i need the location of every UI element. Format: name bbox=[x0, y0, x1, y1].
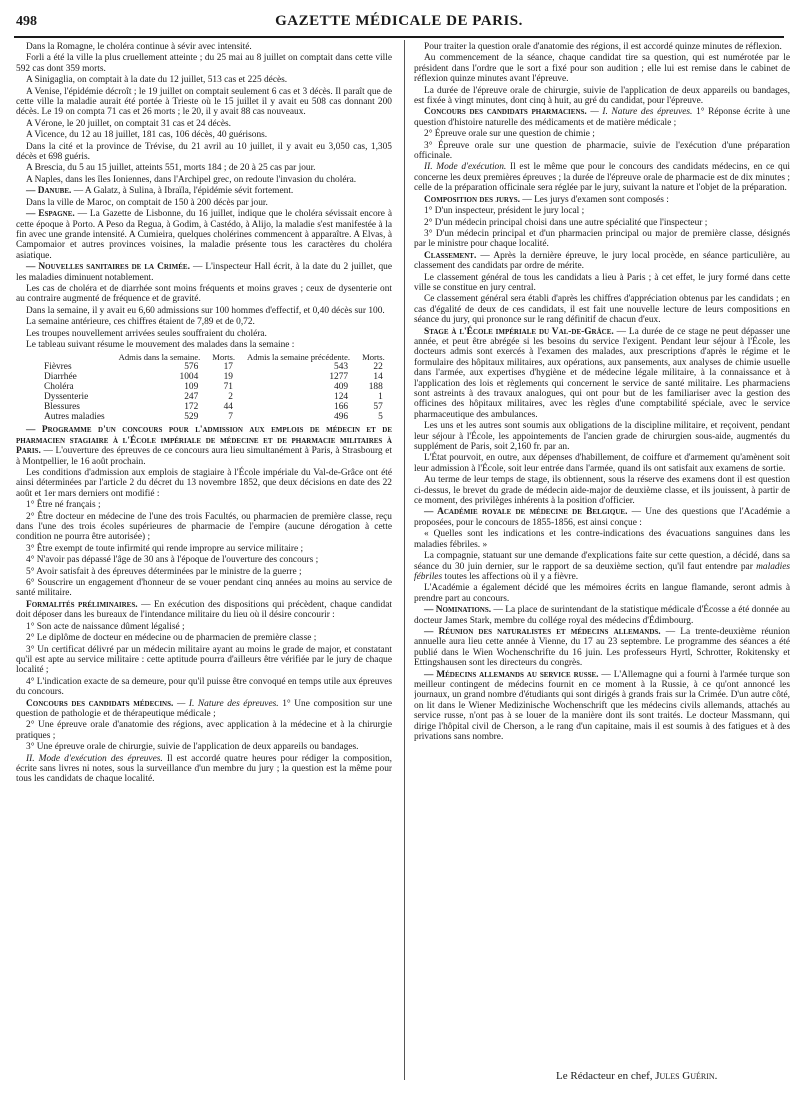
list-item: 2° Le diplôme de docteur en médecine ou de pharmacien de première classe ; bbox=[26, 633, 317, 644]
paragraph-formalites bbox=[16, 600, 392, 621]
paragraph-concours-medecins bbox=[16, 699, 392, 720]
paragraph-naples: A Naples, dans les îles Ioniennes, dans l'Archipel grec, on redoute l'invasion du choléra. bbox=[26, 174, 357, 185]
text-danube: — A Galatz, à Sulina, à Ibraïla, l'épidémie sévit fortement. bbox=[71, 186, 294, 197]
table-cell: 188 bbox=[368, 382, 383, 393]
paragraph-maroc: Dans la ville de Maroc, on comptait de 150 à 200 décès par jour. bbox=[26, 197, 268, 208]
page-header bbox=[14, 10, 784, 38]
list-item: 2° Être docteur en médecine de l'une des trois Facultés, ou pharmacien de première classe, reçu dans l'une des trois écoles supérieures de pharmacie de l'empire (aucune dérogation à cette condition ne pourra être autorisée) ; bbox=[16, 511, 392, 543]
editor-name: Jules Guérin. bbox=[655, 1070, 718, 1082]
text-belgique-2: La compagnie, statuant sur une demande d'explications faite sur cette question, a décidé, dans sa séance du 30 juin dernier, sur le rapport de sa deuxième section, qu'il faut entendre par bbox=[414, 551, 790, 572]
paragraph-programme bbox=[16, 425, 392, 467]
heading-stage: Stage à l'École impériale du Val-de-Grâce. bbox=[424, 326, 614, 337]
column-divider bbox=[404, 40, 405, 1080]
heading-pharma-mode: II. Mode d'exécution. bbox=[424, 162, 507, 173]
paragraph-medecins-russes bbox=[414, 670, 790, 743]
paragraph-romagna: Dans la Romagne, le choléra continue à sévir avec intensité. bbox=[26, 42, 252, 52]
paragraph-brescia: A Brescia, du 5 au 15 juillet, atteints 551, morts 184 ; de 20 à 25 cas par jour. bbox=[26, 163, 316, 174]
heading-danube: — Danube. bbox=[26, 186, 72, 197]
text-crimee: — L'inspecteur Hall écrit, à la date du 2 juillet, que les maladies diminuent notablement. bbox=[16, 262, 392, 283]
paragraph-crimee-6: Le tableau suivant résume le mouvement des malades dans la semaine : bbox=[26, 339, 295, 350]
paragraph-danube bbox=[16, 186, 392, 196]
text-formalites: — En exécution des dispositions qui précèdent, chaque candidat doit déposer dans les bureaux de l'intendance militaire du lieu où il désire concourir : bbox=[16, 599, 392, 621]
text-pharma-mode: Il est le même que pour le concours des candidats médecins, en ce qui concerne les deux premières épreuves ; la durée de l'épreuve orale de pharmacie est de dix minutes ; celle de la préparation officinale sera réglée par le jury, suivant la nature et l'objet de la préparation. bbox=[414, 162, 790, 194]
table-row bbox=[44, 412, 391, 422]
table-header: Admis dans la semaine. bbox=[118, 352, 201, 363]
table-cell: 543 bbox=[334, 362, 349, 373]
heading-medecins-russes: — Médecins allemands au service russe. bbox=[424, 669, 599, 680]
heading-espagne: — Espagne. bbox=[26, 209, 75, 220]
text-mode-execution: Il est accordé quatre heures pour rédiger la composition, écrite sans livres ni notes, sous la surveillance d'un membre du jury ; la question est la même pour tous les candidats de chaque localité. bbox=[16, 753, 392, 785]
heading-programme: — Programme d'un concours pour l'admission aux emplois de médecin et de pharmacien stagiaire à l'École impériale de médecine et de pharmacie militaires à Paris. bbox=[16, 425, 392, 457]
subheading-nature-epreuves: — I. Nature des épreuves. bbox=[173, 698, 279, 709]
table-cell: 409 bbox=[334, 382, 349, 393]
table-row bbox=[44, 372, 391, 382]
right-column bbox=[414, 42, 790, 1092]
paragraph-classement-2: Le classement général de tous les candidats a lieu à Paris ; à cet effet, le jury formé dans cette ville se constitue en jury central. bbox=[414, 272, 790, 293]
paragraph-crimee-5: Les troupes nouvellement arrivées seules souffraient du choléra. bbox=[26, 328, 267, 339]
table-row bbox=[44, 382, 391, 392]
table-cell: 529 bbox=[184, 412, 199, 423]
table-header: Morts. bbox=[212, 352, 235, 363]
text-programme: — L'ouverture des épreuves de ce concours aura lieu simultanément à Paris, à Strasbourg et à Montpellier, le 16 août prochain. bbox=[16, 446, 392, 467]
paragraph-espagne bbox=[16, 209, 392, 261]
table-cell: 71 bbox=[223, 382, 233, 393]
table-cell: Dyssenterie bbox=[44, 392, 89, 403]
table-cell: 57 bbox=[373, 402, 383, 413]
heading-concours-pharmaciens: Concours des candidats pharmaciens. bbox=[424, 107, 587, 118]
paragraph-jurys bbox=[414, 195, 790, 205]
table-cell: Blessures bbox=[44, 402, 80, 413]
table-cell: Diarrhée bbox=[44, 372, 77, 383]
paragraph-stage bbox=[414, 327, 790, 421]
text-nominations: — La place de surintendant de la statistique médicale d'Écosse a été donnée au docteur James Stark, membre du collége royal des médecins d'Édimbourg. bbox=[414, 605, 790, 626]
table-cell: 2 bbox=[228, 392, 233, 403]
heading-formalites: Formalités préliminaires. bbox=[26, 599, 138, 610]
table-cell: 14 bbox=[373, 372, 383, 383]
paragraph-crimee bbox=[16, 262, 392, 283]
table-cell: 19 bbox=[223, 372, 233, 383]
paragraph-anatomie: Pour traiter la question orale d'anatomie des régions, il est accordé quinze minutes de réflexion. bbox=[424, 42, 782, 52]
list-item: 6° Souscrire un engagement d'honneur de se vouer pendant cinq années au moins au service de santé militaire. bbox=[16, 578, 392, 599]
text-espagne: — La Gazette de Lisbonne, du 16 juillet, indique que le choléra sévissait encore à cette époque à Porto. A Peso da Regua, à Godim, à Castédo, à Alijo, la maladie s'est manifestée à la fin avec une grande intensité. A Cumieira, quelques cholérines commencent à apparaître. A Elvas, à Campomaior et autres provinces voisines, la maladie présente tous les caractères du choléra asiatique. bbox=[16, 209, 392, 261]
list-item: 4° N'avoir pas dépassé l'âge de 30 ans à l'époque de l'ouverture des concours ; bbox=[26, 555, 319, 566]
list-item: 5° Avoir satisfait à des épreuves déterminées par le ministre de la guerre ; bbox=[26, 566, 302, 577]
table-cell: 7 bbox=[228, 412, 233, 423]
paragraph-crimee-4: La semaine antérieure, ces chiffres étaient de 7,89 et de 0,72. bbox=[26, 317, 255, 328]
left-column bbox=[16, 42, 392, 1092]
paragraph-stage-3: L'État pourvoit, en outre, aux dépenses d'habillement, de coiffure et d'armement qu'amènent soit leur admission à l'École, soit leur entrée dans l'armée, quand ils ont satisfait aux examens de sortie. bbox=[414, 453, 790, 474]
paragraph-venise: A Venise, l'épidémie décroît ; le 19 juillet on comptait seulement 6 cas et 3 décès. Il paraît que de cette ville la maladie aurait été portée à Trieste où le 15 juillet il y avait eu 508 cas donnant 200 décès. Le 19 on compta 71 cas et 26 morts ; le 20, il y avait 88 cas nouveaux. bbox=[16, 86, 392, 118]
editor-signature bbox=[556, 1070, 717, 1082]
list-item: 1° D'un inspecteur, président le jury local ; bbox=[424, 206, 585, 217]
table-cell: 1277 bbox=[329, 372, 349, 383]
heading-classement: Classement. bbox=[424, 250, 477, 261]
paragraph-belgique bbox=[414, 507, 790, 528]
paragraph-mode-execution bbox=[16, 754, 392, 785]
paragraph-stage-4: Au terme de leur temps de stage, ils obtiennent, sous la réserve des examens dont il est question ci-dessus, le brevet du grade de médecin aide-major de deuxième classe, et ils jouissent, à partir de ce moment, des privilèges inhérents à la position d'officier. bbox=[414, 475, 790, 507]
term-maladies-febriles: maladies fébriles bbox=[414, 561, 790, 582]
table-cell: Fièvres bbox=[44, 362, 72, 373]
table-cell: 172 bbox=[184, 402, 199, 413]
list-item: 4° L'indication exacte de sa demeure, pour qu'il puisse être convoqué en temps utile aux épreuves du concours. bbox=[16, 676, 392, 698]
list-item: 1° Son acte de naissance dûment légalisé ; bbox=[26, 621, 185, 632]
table-cell: 166 bbox=[334, 402, 349, 413]
heading-mode-execution: II. Mode d'exécution des épreuves. bbox=[26, 753, 163, 764]
paragraph-stage-2: Les uns et les autres sont soumis aux obligations de la discipline militaire, et reçoivent, pendant leur séjour à l'École, les appointements de l'ancien grade de chirurgien sous-aide, augmentés du supplément de Paris, soit 2,160 fr. par an. bbox=[414, 421, 790, 453]
page-number: 498 bbox=[16, 14, 37, 29]
sickness-table bbox=[44, 352, 391, 422]
text-concours-pharmaciens: 1° Réponse écrite à une question d'histoire naturelle des médicaments et de matière médicale ; bbox=[414, 107, 790, 128]
list-item: 3° Un certificat délivré par un médecin militaire ayant au moins le grade de major, et constatant qu'il est apte au service militaire : cette aptitude pourra d'ailleurs être vérifiée par le jury de chaque localité ; bbox=[16, 644, 392, 676]
table-cell: 109 bbox=[184, 382, 199, 393]
table-cell: 22 bbox=[373, 362, 383, 373]
table-cell: 1 bbox=[378, 392, 383, 403]
paragraph-seance: Au commencement de la séance, chaque candidat tire sa question, qui est numérotée par le président dans l'ordre que le sort a fixé pour son audition ; elle lui est remise dans le cabinet de réflexion quinze minutes avant l'épreuve. bbox=[414, 53, 790, 85]
list-item: 1° Être né français ; bbox=[26, 500, 101, 511]
paragraph-belgique-quote: « Quelles sont les indications et les contre-indications des évacuations sanguines dans les maladies fébriles. » bbox=[414, 529, 790, 550]
subheading-nature-epreuves: — I. Nature des épreuves. bbox=[586, 107, 693, 118]
table-cell: 17 bbox=[223, 362, 233, 373]
list-item: 2° D'un médecin principal choisi dans une autre spécialité que l'inspecteur ; bbox=[424, 217, 708, 228]
table-cell: 44 bbox=[223, 402, 233, 413]
paragraph-belgique-2 bbox=[414, 551, 790, 582]
paragraph-classement-3: Ce classement général sera établi d'après les chiffres d'appréciation obtenus par les candidats ; en cas d'égalité de deux de ces candidats, il est fait une nouvelle lecture de leurs compositions en séance du jury, qui prononce sur le rang définitif de chacun d'eux. bbox=[414, 294, 790, 326]
text-classement: — Après la dernière épreuve, le jury local procède, en séance particulière, au classement des candidats par ordre de mérite. bbox=[414, 250, 790, 272]
list-item: 3° D'un médecin principal et d'un pharmacien principal ou major de première classe, désignés par le ministre pour chaque localité. bbox=[414, 228, 790, 250]
table-cell: Choléra bbox=[44, 382, 74, 393]
table-row bbox=[44, 402, 391, 412]
paragraph-crimee-3: Dans la semaine, il y avait eu 6,60 admissions sur 100 hommes d'effectif, et 0,40 décès sur 100. bbox=[26, 305, 385, 316]
text-belgique: — Une des questions que l'Académie a proposées, pour le concours de 1855-1856, est ainsi conçue : bbox=[414, 507, 790, 528]
table-cell: Autres maladies bbox=[44, 412, 105, 423]
heading-crimee: — Nouvelles sanitaires de la Crimée. bbox=[26, 262, 190, 273]
table-header bbox=[44, 352, 113, 362]
table-cell: 5 bbox=[378, 412, 383, 423]
table-row bbox=[44, 392, 391, 402]
journal-title: GAZETTE MÉDICALE DE PARIS. bbox=[275, 13, 523, 29]
paragraph-concours-pharmaciens bbox=[414, 107, 790, 128]
paragraph-duree: La durée de l'épreuve orale de chirurgie, suivie de l'application de deux appareils ou bandages, est fixée à vingt minutes, dont cinq à huit, au gré du candidat, pour l'épreuve. bbox=[414, 85, 790, 107]
text-belgique-2-end: toutes les affections où il y a fièvre. bbox=[442, 571, 579, 582]
list-item: 3° Épreuve orale sur une question de pharmacie, suivie de l'exécution d'une préparation officinale. bbox=[414, 140, 790, 162]
paragraph-trevise: Dans la cité et la province de Trévise, du 21 avril au 10 juillet, il y avait eu 3,050 cas, 1,305 décès et 698 guéris. bbox=[16, 141, 392, 163]
table-header: Admis la semaine précédente. bbox=[246, 352, 351, 363]
paragraph-pharma-mode bbox=[414, 162, 790, 193]
heading-jurys: Composition des jurys. bbox=[424, 194, 521, 205]
table-cell: 247 bbox=[184, 392, 199, 403]
paragraph-conditions: Les conditions d'admission aux emplois de stagiaire à l'École impériale du Val-de-Grâce ont été ainsi déterminées par l'article 2 du décret du 13 novembre 1852, que deux décisions en date des 22 août et 1er mars derniers ont modifié : bbox=[16, 468, 392, 499]
text-concours-medecins: 1° Une composition sur une question de pathologie et de thérapeutique médicale ; bbox=[16, 698, 392, 719]
table-row bbox=[44, 362, 391, 372]
table-cell: 124 bbox=[334, 392, 349, 403]
paragraph-vicence: A Vicence, du 12 au 18 juillet, 181 cas, 106 décès, 40 guérisons. bbox=[26, 130, 268, 141]
text-jurys: — Les jurys d'examen sont composés : bbox=[520, 194, 669, 205]
table-cell: 576 bbox=[184, 362, 199, 373]
list-item: 3° Être exempt de toute infirmité qui rende impropre au service militaire ; bbox=[26, 543, 304, 554]
paragraph-verone: A Vérone, le 20 juillet, on comptait 31 cas et 24 décès. bbox=[26, 118, 231, 129]
text-stage: — La durée de ce stage ne peut dépasser une année, et peut être abrégée si les besoins du service l'exigent. Pendant leur séjour à l'École, les docteurs admis sont exercés à l'examen des malades, aux prescriptions d'après le régime et le formulaire des hôpitaux militaires, aux opérations, aux pansements, aux analyses de chimie usuelle dans l'armée, aux expertises d'hygiène et de médecine légale militaire, à la connaissance et à l'application des lois et règlements qui concernent le service de santé militaire. Les pharmaciens sont astreints à des travaux analogues, qui ont pour but de les familiariser avec la gestion des officines des hôpitaux militaires, avec les règles d'une comptabilité spéciale, avec le service pharmaceutique des ambulances. bbox=[414, 326, 790, 420]
list-item: 2° Une épreuve orale d'anatomie des régions, avec application à la médecine et à la chirurgie pratiques ; bbox=[16, 720, 392, 741]
table-header-row bbox=[44, 352, 391, 362]
paragraph-sinigaglia: A Sinigaglia, on comptait à la date du 12 juillet, 513 cas et 225 décès. bbox=[26, 75, 288, 86]
paragraph-nominations bbox=[414, 605, 790, 626]
list-item: 3° Une épreuve orale de chirurgie, suivie de l'application de deux appareils ou bandages. bbox=[26, 742, 359, 753]
heading-naturalistes: — Réunion des naturalistes et médecins allemands. bbox=[424, 626, 661, 637]
text-naturalistes: — La trente-deuxième réunion annuelle aura lieu cette année à Vienne, du 17 au 23 septembre. Le programme des séances a été publié dans le Wien Wochenschrifte du 16 juin. Les professeurs Hyrtl, Schrotter, Rokitensky et Ettingshausen sont les directeurs du congrès. bbox=[414, 626, 790, 669]
heading-belgique: — Académie royale de médecine de Belgique. bbox=[424, 507, 628, 518]
paragraph-belgique-3: L'Académie a également décidé que les mémoires écrits en langue flamande, seront admis à prendre part au concours. bbox=[414, 583, 790, 604]
paragraph-forli: Forli a été la ville la plus cruellement atteinte ; du 25 mai au 8 juillet on comptait dans cette ville 592 cas dont 359 morts. bbox=[16, 53, 392, 74]
heading-nominations: — Nominations. bbox=[424, 605, 492, 616]
paragraph-classement bbox=[414, 251, 790, 272]
heading-concours-medecins: Concours des candidats médecins. bbox=[26, 698, 174, 709]
paragraph-naturalistes bbox=[414, 627, 790, 669]
list-item: 2° Épreuve orale sur une question de chimie ; bbox=[424, 129, 595, 140]
table-header: Morts. bbox=[362, 352, 385, 363]
table-cell: 496 bbox=[334, 412, 349, 423]
table-cell: 1004 bbox=[179, 372, 199, 383]
text-medecins-russes: — L'Allemagne qui a fourni à l'armée turque son meilleur contingent de médecins fournit en ce moment à la Russie, à ce qu'ont annoncé les journaux, un grand nombre d'étudiants qui sont dirigés à grands frais sur la Crimée. D'un autre côté, on lit dans le Wiener Medizinische Wochenschrift que les médecins civils allemands, attachés au service russe, n'ont pas à se louer de la manière dont ils sont traités. Le docteur Massmann, qui dirige l'hôpital civil de Cherson, a le rang d'un capitaine, mais il est soumis à des fatigues et à des privations sans nombre. bbox=[414, 669, 790, 742]
signature-prefix: Le Rédacteur en chef, bbox=[556, 1070, 656, 1082]
paragraph-crimee-2: Les cas de choléra et de diarrhée sont moins fréquents et moins graves ; ceux de dysenterie ont au contraire augmenté de fréquence et de gravité. bbox=[16, 283, 392, 305]
